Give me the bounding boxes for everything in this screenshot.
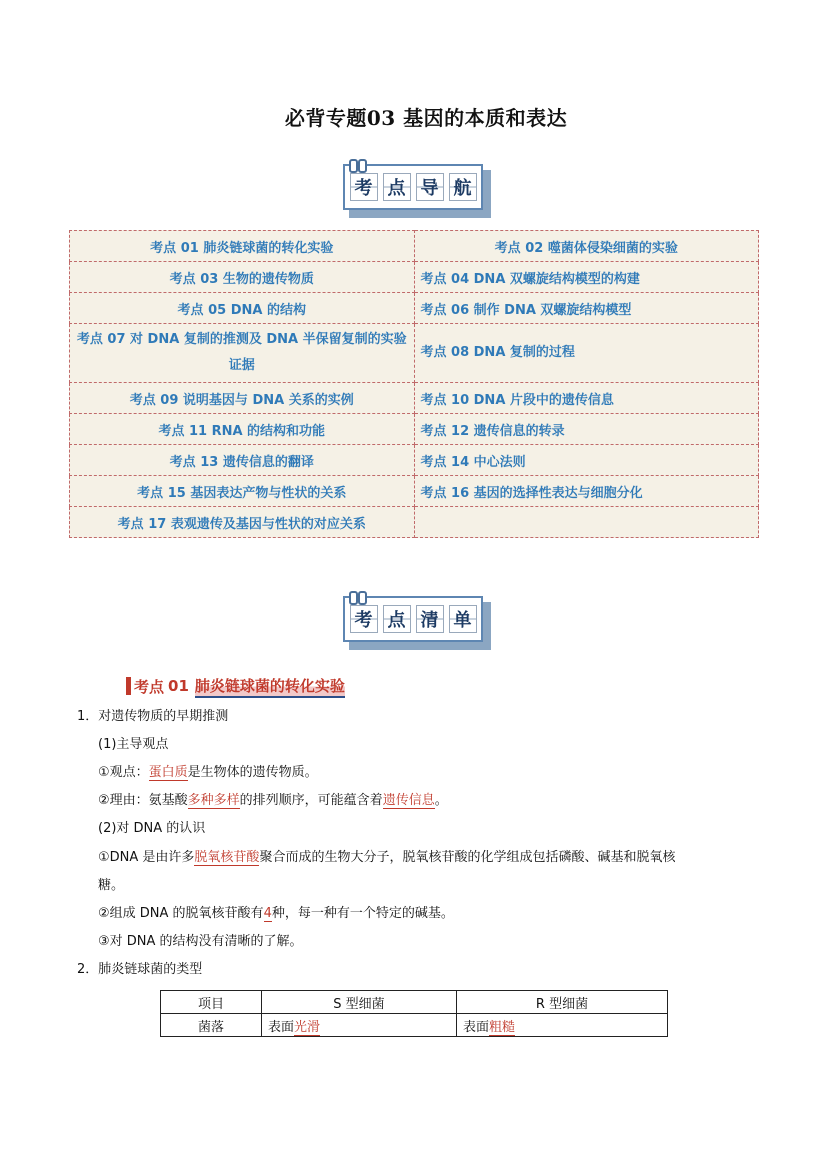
para: (1)主导观点	[98, 737, 169, 752]
nav-item[interactable]: 考点 14 中心法则	[414, 445, 759, 476]
section-marker	[126, 677, 131, 695]
banner-char: 点	[383, 605, 411, 633]
nav-item[interactable]: 考点 08 DNA 复制的过程	[414, 324, 759, 383]
nav-item[interactable]: 考点 07 对 DNA 复制的推测及 DNA 半保留复制的实验证据	[70, 324, 415, 383]
para: ①DNA 是由许多脱氧核苷酸聚合而成的生物大分子，脱氧核苷酸的化学组成包括磷酸、碱基和脱氧核	[98, 850, 676, 865]
table-cell: 表面光滑	[262, 1014, 457, 1037]
banner-char: 点	[383, 173, 411, 201]
section-number: 01	[168, 677, 189, 695]
nav-item[interactable]: 考点 05 DNA 的结构	[70, 293, 415, 324]
nav-item[interactable]: 考点 17 表观遗传及基因与性状的对应关系	[70, 507, 415, 538]
bacteria-type-table	[160, 990, 668, 1037]
nav-item[interactable]: 考点 06 制作 DNA 双螺旋结构模型	[414, 293, 759, 324]
para: (2)对 DNA 的认识	[98, 821, 206, 836]
para: ①观点：蛋白质是生物体的遗传物质。	[98, 765, 318, 780]
table-header: S 型细菌	[262, 991, 457, 1014]
table-cell: 菌落	[161, 1014, 262, 1037]
table-header: 项目	[161, 991, 262, 1014]
nav-item[interactable]: 考点 04 DNA 双螺旋结构模型的构建	[414, 262, 759, 293]
banner-char: 考	[350, 605, 378, 633]
page-title: 必背专题03 基因的本质和表达	[284, 106, 568, 130]
heading-2: 2．肺炎链球菌的类型	[77, 962, 203, 977]
banner-char: 导	[416, 173, 444, 201]
nav-item[interactable]: 考点 13 遗传信息的翻译	[70, 445, 415, 476]
section-heading	[126, 674, 345, 698]
nav-item[interactable]: 考点 15 基因表达产物与性状的关系	[70, 476, 415, 507]
section-label: 考点	[134, 677, 165, 696]
banner-char: 清	[416, 605, 444, 633]
nav-item[interactable]: 考点 09 说明基因与 DNA 关系的实例	[70, 383, 415, 414]
nav-item[interactable]: 考点 03 生物的遗传物质	[70, 262, 415, 293]
banner-char: 航	[449, 173, 477, 201]
nav-item-empty	[414, 507, 759, 538]
table-header: R 型细菌	[457, 991, 668, 1014]
list-banner	[343, 596, 493, 652]
heading-1: 1．对遗传物质的早期推测	[77, 709, 229, 724]
banner-char: 单	[449, 605, 477, 633]
topic-nav-table	[69, 230, 759, 538]
nav-banner	[343, 164, 493, 220]
nav-item[interactable]: 考点 02 噬菌体侵染细菌的实验	[414, 231, 759, 262]
nav-item[interactable]: 考点 12 遗传信息的转录	[414, 414, 759, 445]
para: 糖。	[98, 878, 125, 893]
para: ②理由：氨基酸多种多样的排列顺序，可能蕴含着遗传信息。	[98, 793, 448, 808]
nav-item[interactable]: 考点 01 肺炎链球菌的转化实验	[70, 231, 415, 262]
para: ②组成 DNA 的脱氧核苷酸有4种，每一种有一个特定的碱基。	[98, 906, 454, 921]
banner-char: 考	[350, 173, 378, 201]
nav-item[interactable]: 考点 10 DNA 片段中的遗传信息	[414, 383, 759, 414]
nav-item[interactable]: 考点 16 基因的选择性表达与细胞分化	[414, 476, 759, 507]
nav-item[interactable]: 考点 11 RNA 的结构和功能	[70, 414, 415, 445]
para: ③对 DNA 的结构没有清晰的了解。	[98, 934, 303, 949]
table-cell: 表面粗糙	[457, 1014, 668, 1037]
section-title: 肺炎链球菌的转化实验	[195, 675, 345, 698]
